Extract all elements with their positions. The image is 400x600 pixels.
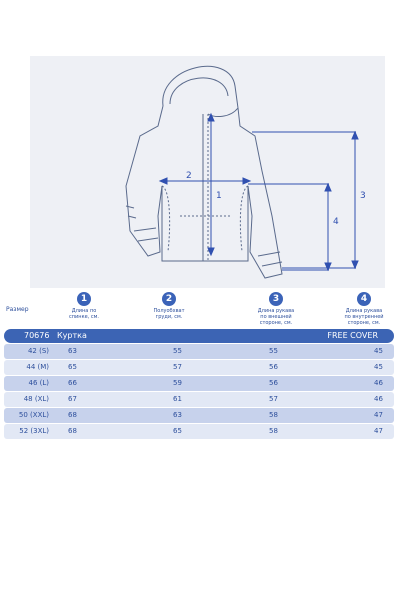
table-row — [4, 376, 394, 391]
size-cell: 48 (XL) — [23, 395, 49, 403]
value-cell: 45 — [374, 347, 383, 355]
column-header-1 — [59, 292, 109, 320]
value-cell: 46 — [374, 395, 383, 403]
brand-name: FREE COVER — [327, 331, 378, 340]
size-table — [4, 344, 394, 440]
product-name: Куртка — [57, 331, 87, 340]
value-cell: 57 — [269, 395, 278, 403]
value-cell: 45 — [374, 363, 383, 371]
value-cell: 67 — [68, 395, 77, 403]
value-cell: 58 — [269, 411, 278, 419]
badge-3: 3 — [269, 292, 283, 306]
value-cell: 55 — [269, 347, 278, 355]
value-cell: 63 — [173, 411, 182, 419]
size-cell: 52 (3XL) — [19, 427, 49, 435]
table-row — [4, 408, 394, 423]
table-row — [4, 360, 394, 375]
measure-label-4: 4 — [333, 217, 339, 227]
size-cell: 50 (XXL) — [18, 411, 49, 419]
jacket-sketch — [30, 56, 385, 288]
size-cell: 42 (S) — [27, 347, 49, 355]
column-label-4: Длина рукава по внутренней стороне, см. — [344, 308, 384, 326]
measure-label-1: 1 — [216, 191, 222, 201]
product-title-bar — [4, 329, 394, 343]
value-cell: 55 — [173, 347, 182, 355]
badge-4: 4 — [357, 292, 371, 306]
product-code: 70676 — [24, 331, 50, 340]
table-row — [4, 392, 394, 407]
table-header — [0, 292, 400, 330]
value-cell: 47 — [374, 427, 383, 435]
value-cell: 56 — [269, 379, 278, 387]
size-cell: 46 (L) — [28, 379, 49, 387]
value-cell: 66 — [68, 379, 77, 387]
measure-label-2: 2 — [186, 171, 192, 181]
jacket-drawing — [30, 56, 385, 288]
column-label-3: Длина рукава по внешней стороне, см. — [257, 308, 295, 326]
column-header-4 — [338, 292, 390, 326]
value-cell: 65 — [68, 363, 77, 371]
table-row — [4, 344, 394, 359]
column-header-3 — [250, 292, 302, 326]
table-row — [4, 424, 394, 439]
column-label-1: Длина по спинке, см. — [69, 308, 99, 320]
badge-2: 2 — [162, 292, 176, 306]
measure-label-3: 3 — [360, 191, 366, 201]
value-cell: 56 — [269, 363, 278, 371]
value-cell: 58 — [269, 427, 278, 435]
value-cell: 61 — [173, 395, 182, 403]
size-column-label: Размер — [6, 306, 29, 313]
value-cell: 59 — [173, 379, 182, 387]
value-cell: 63 — [68, 347, 77, 355]
value-cell: 47 — [374, 411, 383, 419]
column-label-2: Полуобхват груди, см. — [153, 308, 185, 320]
value-cell: 46 — [374, 379, 383, 387]
column-header-2 — [144, 292, 194, 320]
value-cell: 57 — [173, 363, 182, 371]
value-cell: 68 — [68, 427, 77, 435]
size-cell: 44 (M) — [26, 363, 49, 371]
value-cell: 68 — [68, 411, 77, 419]
badge-1: 1 — [77, 292, 91, 306]
value-cell: 65 — [173, 427, 182, 435]
